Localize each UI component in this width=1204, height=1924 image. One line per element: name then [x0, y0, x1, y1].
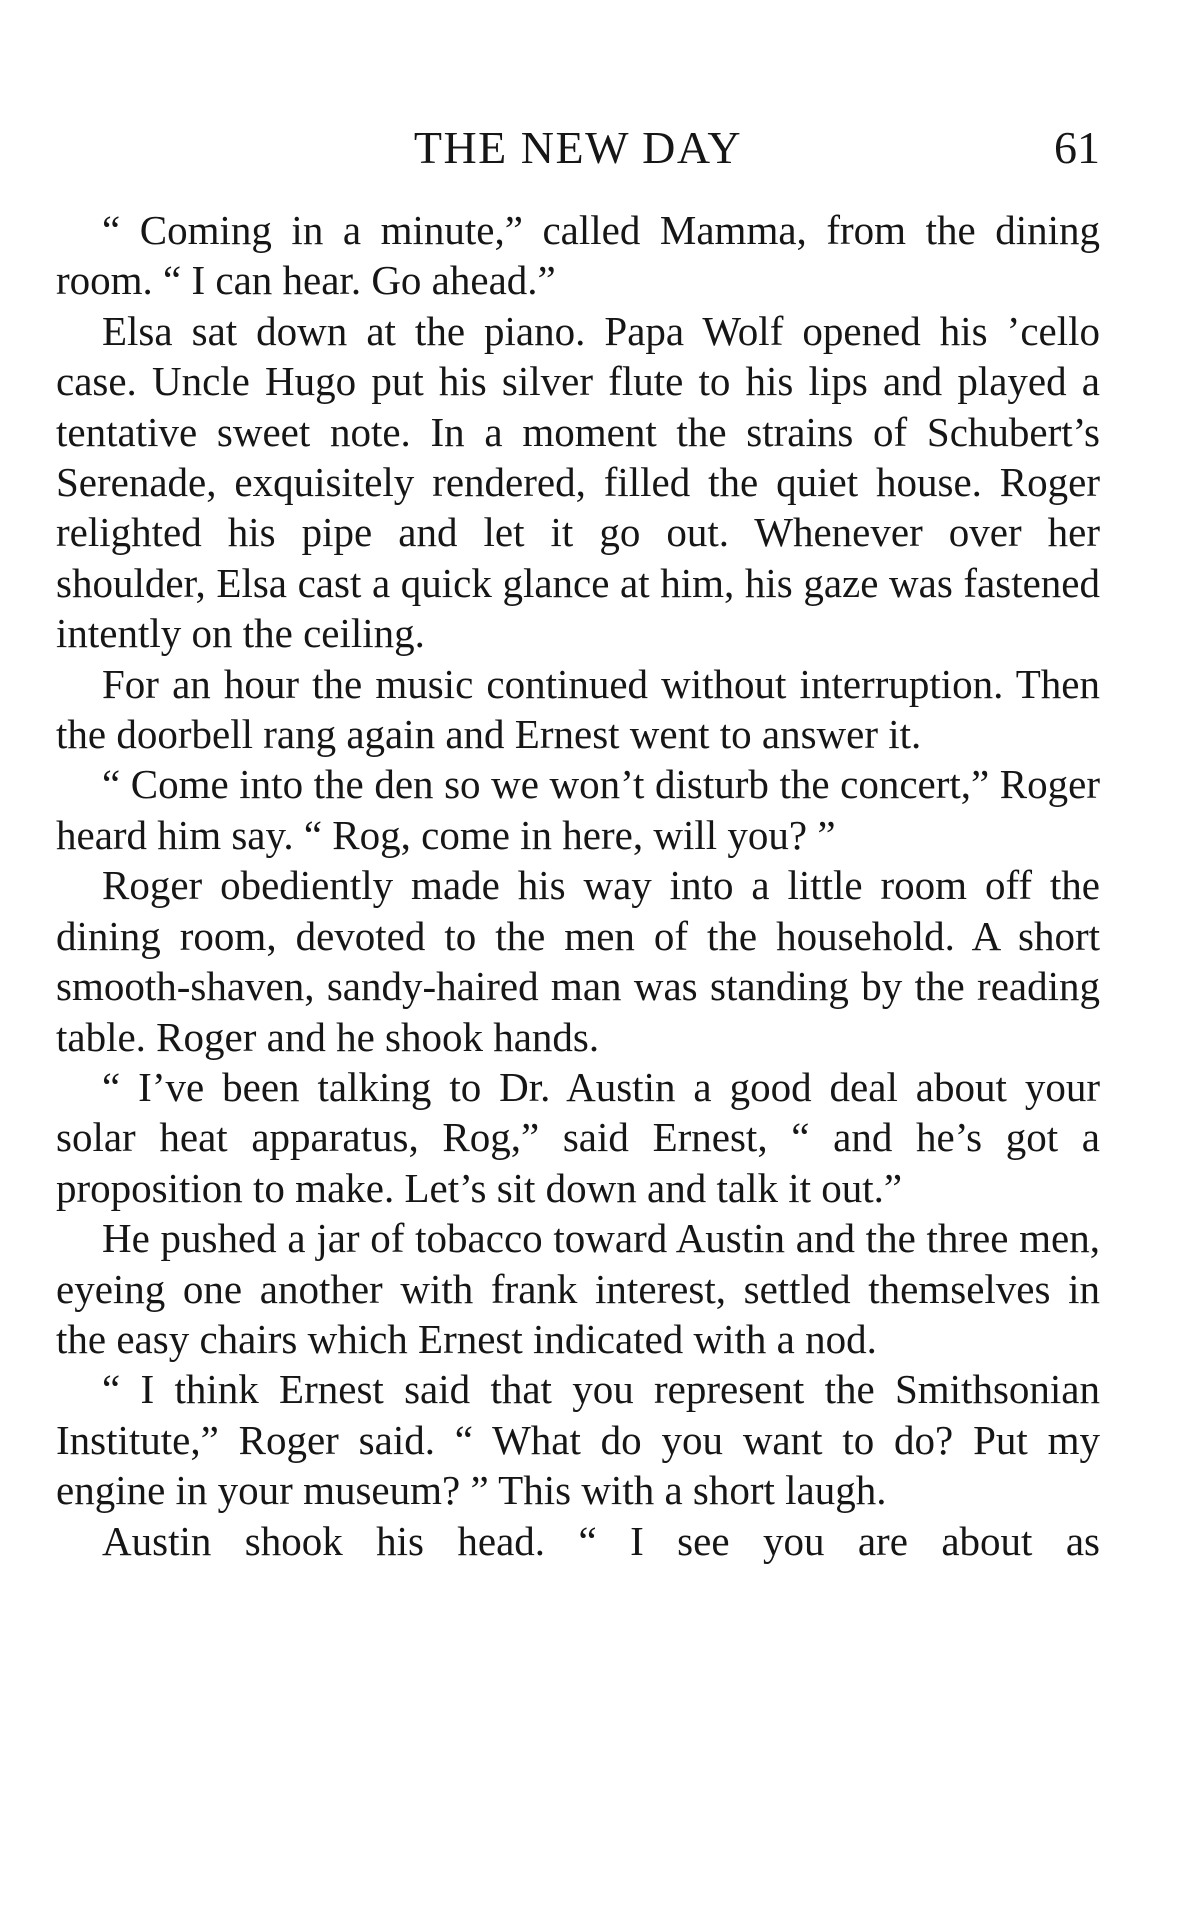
running-title: THE NEW DAY [413, 122, 743, 173]
body-text [56, 205, 1100, 1566]
page-number: 61 [1054, 122, 1100, 173]
paragraph-5: Roger obediently made his way into a little room off the dining room, devoted to the men of the household. A short smooth-shaven, sandy-haired man was standing by the reading table. Roger and he shook hands. [56, 862, 1100, 1060]
paragraph-6: “ I’ve been talking to Dr. Austin a good deal about your solar heat apparatus, Rog,” said Ernest, “ and he’s got a proposition to make. Let’s sit down and talk it out.” [56, 1063, 1100, 1211]
paragraph-3: For an hour the music continued without interruption. Then the doorbell rang again and Ernest went to answer it. [56, 660, 1100, 758]
paragraph-7: He pushed a jar of tobacco toward Austin and the three men, eyeing one another with frank interest, settled themselves in the easy chairs which Ernest indicated with a nod. [56, 1215, 1100, 1362]
paragraph-1: “ Coming in a minute,” called Mamma, from the dining room. “ I can hear. Go ahead.” [56, 207, 1100, 304]
paragraph-4: “ Come into the den so we won’t disturb the concert,” Roger heard him say. “ Rog, come in here, will you? ” [56, 761, 1100, 858]
running-head [56, 118, 1100, 178]
paragraph-9: Austin shook his head. “ I see you are about as [102, 1517, 1100, 1564]
paragraph-2: Elsa sat down at the piano. Papa Wolf opened his ’cello case. Uncle Hugo put his silver flute to his lips and played a tentative sweet note. In a moment the strains of Schubert’s Serenade, exquisitely rendered, filled the quiet house. Roger relighted his pipe and let it go out. Whenever over her shoulder, Elsa cast a quick glance at him, his gaze was fastened intently on the ceiling. [56, 307, 1100, 657]
paragraph-8: “ I think Ernest said that you represent the Smithsonian Institute,” Roger said. “ What do you want to do? Put my engine in your museum? ” This with a short laugh. [56, 1366, 1100, 1514]
